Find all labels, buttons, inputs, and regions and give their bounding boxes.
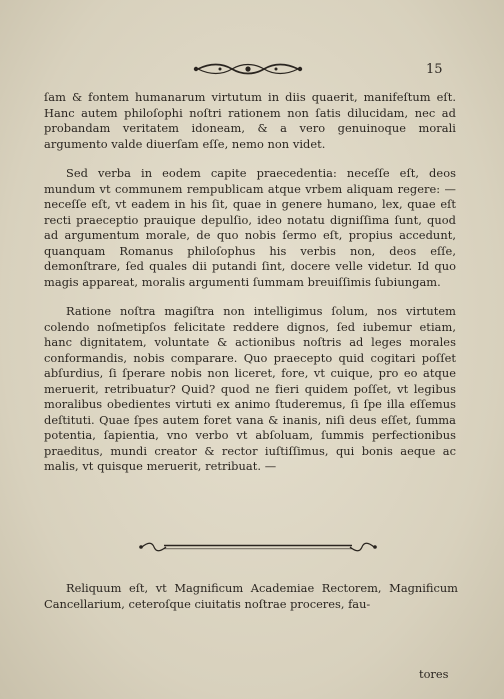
header-ornament-icon [192,62,304,76]
paragraph-1: ſam & fontem humanarum virtutum in diis quaerit, manifeſtum eſt. Hanc autem philoſophi noſtri rationem non ſatis dilucidam, nec ad probandam veritatem idoneam, & a vero genuinoque morali argumento valde diuerſam eſſe, nemo non videt. [44,90,456,151]
body-text [44,90,456,475]
page-number: 15 [426,62,443,77]
section-divider-ornament [138,540,378,554]
paragraph-2: Sed verba in eodem capite praecedentia: neceſſe eſt, deos mundum vt communem rempublicam atque vrbem aliquam regere: — neceſſe eſt, vt eadem in his ſit, quae in genere humano, lex, quae eſt recti praeceptio prauique depulſio, ideo notatu digniſſima ſunt, quod ad argumentum morale, de quo nobis ſermo eſt, propius accedunt, quanquam Romanus philoſophus his verbis non, deos eſſe, demonſtrare, ſed quales dii putandi ſint, docere velle videtur. Id quo magis appareat, moralis argumenti ſummam breuiſſimis ſubiungam. [44,166,456,289]
paragraph-3: Ratione noſtra magiſtra non intelligimus ſolum, nos virtutem colendo noſmetipſos felicitate reddere dignos, ſed iubemur etiam, hanc dignitatem, voluntate & actionibus noſtris ad leges morales conformandis, nobis comparare. Quo praecepto quid cogitari poſſet abſurdius, ſi ſperare nobis non liceret, fore, vt cuique, pro eo atque meruerit, retribuatur? Quid? quod ne fieri quidem poſſet, vt legibus moralibus obedientes virtuti ex animo ſtuderemus, ſi ſpe illa eſſemus deſtituti. Quae ſpes autem foret vana & inanis, niſi deus eſſet, ſumma potentia, ſapientia, vno verbo vt abſoluam, ſummis perfectionibus praeditus, mundi creator & rector iuſtiſſimus, qui bonis aeque ac malis, vt quisque meruerit, retribuat. — [44,304,456,473]
closing-paragraph: Reliquum eſt, vt Magnificum Academiae Rectorem, Magnificum Cancellarium, ceteroſque ciuitatis noſtrae proceres, fau- [44,581,458,611]
catchword: tores [419,667,449,681]
